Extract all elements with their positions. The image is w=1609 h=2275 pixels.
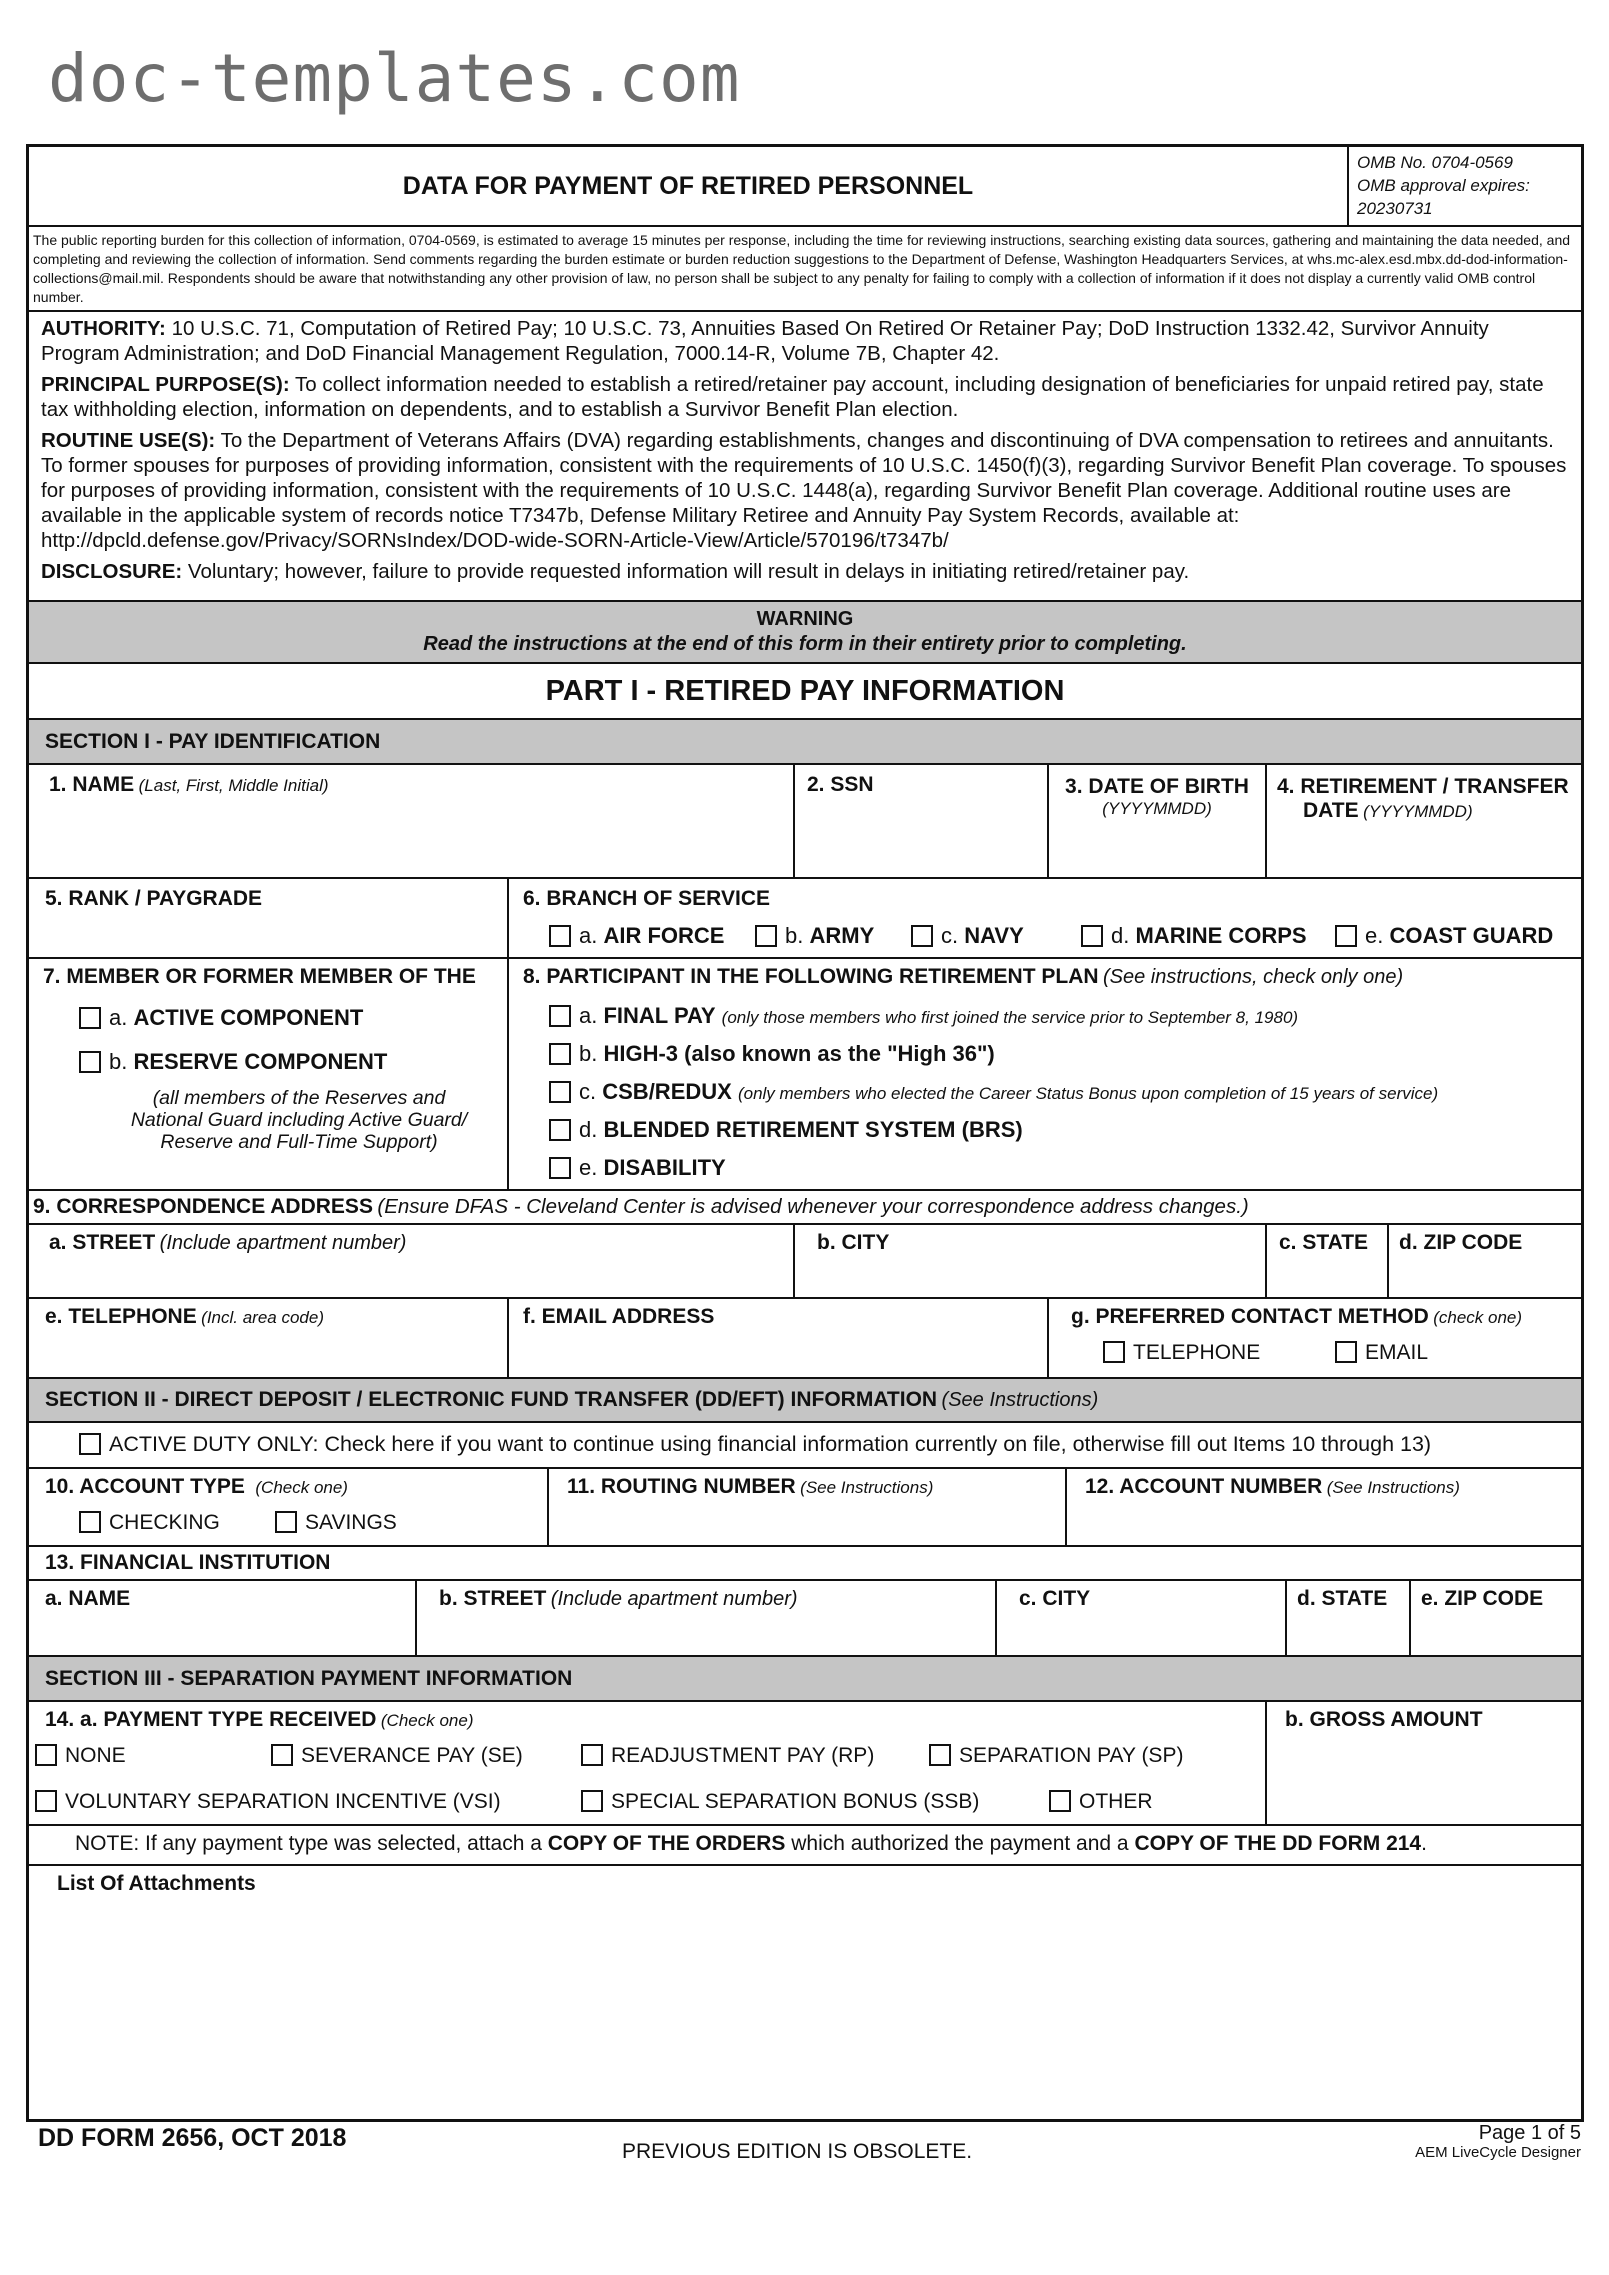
rank-field[interactable] [29,879,509,957]
section-1-title: SECTION I - PAY IDENTIFICATION [45,730,381,753]
form-page [26,144,1584,2122]
option-letter: e. [579,1155,598,1180]
retirement-date-hint: (YYYYMMDD) [1363,802,1473,821]
gross-amount-field[interactable] [1267,1702,1581,1824]
section-2-header [29,1379,1581,1423]
retirement-date-label-2: DATE [1303,799,1359,822]
account-number-field[interactable] [1067,1469,1581,1545]
reserve-component-option[interactable] [79,1049,387,1075]
branch-field [509,879,1581,957]
purpose-paragraph [29,372,1581,422]
form-header [29,147,1581,227]
street-hint: (Include apartment number) [159,1232,407,1254]
zip-field[interactable] [1389,1225,1581,1297]
army-checkbox[interactable] [755,925,777,947]
branch-letter: d. [1111,923,1130,948]
plan-name: BLENDED RETIREMENT SYSTEM (BRS) [603,1117,1023,1142]
checking-label: CHECKING [109,1511,220,1534]
section-2-title: SECTION II - DIRECT DEPOSIT / ELECTRONIC FUND TRANSFER (DD/EFT) INFORMATION [45,1388,938,1411]
payment-type-field [29,1702,1267,1824]
plan-note: (only those members who first joined the service prior to September 8, 1980) [721,1008,1299,1027]
burden-statement: The public reporting burden for this collection of information, 0704-0569, is estimated to average 15 minutes per response, including the time for reviewing instructions, searching existing data sources, gathering and maintaining the data needed, and completing and reviewing the collection of information. Send comments regarding the burden estimate or burden reduction suggestions to the Department of Defense, Washington Headquarters Services, at whs.mc-alex.esd.mbx.dd-dod-information-collections@mail.mil. Respondents should be aware that notwithstanding any other provision of law, no person shall be subject to any penalty for failing to comply with a collection of information if it does not display a currently valid OMB control number. [29,227,1581,312]
branch-option-marine-corps[interactable] [1081,923,1307,949]
option-letter: c. [579,1079,597,1104]
email-field[interactable] [509,1299,1049,1377]
branch-option-coast-guard[interactable] [1335,923,1553,949]
zip-label: d. ZIP CODE [1399,1231,1523,1254]
disability-checkbox[interactable] [549,1157,571,1179]
part-1-header [29,664,1581,720]
air-force-checkbox[interactable] [549,925,571,947]
account-type-label: 10. ACCOUNT TYPE [45,1475,245,1498]
institution-zip-label: e. ZIP CODE [1421,1587,1544,1610]
branch-letter: b. [785,923,804,948]
active-duty-label: ACTIVE DUTY ONLY: Check here if you want to continue using financial information currently on file, otherwise fill out Items 10 through 13) [109,1432,1432,1456]
plan-option-high-3[interactable] [549,1041,995,1067]
active-duty-option[interactable] [79,1432,1431,1457]
institution-street-label: b. STREET [439,1587,547,1610]
plan-option-final-pay[interactable] [549,1003,1298,1029]
account-type-field [29,1469,549,1545]
retirement-date-label: 4. RETIREMENT / TRANSFER [1277,775,1569,798]
section-3-header [29,1657,1581,1702]
note-dd214: COPY OF THE DD FORM 214 [1134,1832,1422,1855]
disclosure-text: Voluntary; however, failure to provide requested information will result in delays in initiating retired/retainer pay. [182,560,1190,583]
pay-vsi-label: VOLUNTARY SEPARATION INCENTIVE (VSI) [65,1790,501,1813]
form-id: DD FORM 2656, OCT 2018 [38,2124,347,2152]
option-letter: d. [579,1117,598,1142]
institution-name-label: a. NAME [45,1587,131,1610]
institution-name-field[interactable] [29,1581,417,1655]
omb-expires-date: 20230731 [1357,199,1433,218]
navy-checkbox[interactable] [911,925,933,947]
pay-separation-label: SEPARATION PAY (SP) [959,1744,1184,1767]
plan-name: DISABILITY [603,1155,726,1180]
plan-name: FINAL PAY [603,1003,716,1028]
plan-note: (only members who elected the Career Status Bonus upon completion of 15 years of service) [737,1084,1439,1103]
omb-number: OMB No. 0704-0569 [1357,153,1513,172]
watermark: doc-templates.com [48,40,741,117]
pay-ssb-option[interactable] [581,1790,979,1814]
telephone-field[interactable] [29,1299,509,1377]
savings-checkbox[interactable] [275,1511,297,1533]
contact-telephone-checkbox[interactable] [1103,1341,1125,1363]
contact-email-option[interactable] [1335,1341,1428,1365]
option-letter: a. [109,1005,128,1030]
branch-label: 6. BRANCH OF SERVICE [523,887,770,910]
correspondence-address-label: 9. CORRESPONDENCE ADDRESS [33,1195,373,1218]
reserve-component-note [89,1087,509,1153]
routing-number-hint: (See Instructions) [800,1478,934,1497]
branch-option-navy[interactable] [911,923,1024,949]
active-component-option[interactable] [79,1005,363,1031]
city-label: b. CITY [817,1231,890,1254]
retirement-date-field[interactable] [1267,765,1581,877]
option-letter: b. [579,1041,598,1066]
reserve-note-line: National Guard including Active Guard/ [130,1109,468,1131]
gross-amount-label: b. GROSS AMOUNT [1285,1708,1483,1731]
branch-name: COAST GUARD [1389,923,1554,948]
institution-state-field[interactable] [1287,1581,1411,1655]
pay-none-option[interactable] [35,1744,126,1768]
retirement-plan-hint: (See instructions, check only one) [1103,966,1404,988]
state-field[interactable] [1267,1225,1389,1297]
ssn-label: 2. SSN [807,773,874,796]
branch-name: ARMY [809,923,875,948]
authority-text: 10 U.S.C. 71, Computation of Retired Pay; 10 U.S.C. 73, Annuities Based On Retired Or Retainer Pay; DoD Instruction 1332.42, Survivor Annuity Program Administration; and DoD Financial Management Regulation, 7000.14-R, Volume 7B, Chapter 42. [41,317,1489,365]
pay-readjustment-label: READJUSTMENT PAY (RP) [611,1744,875,1767]
authority-paragraph [29,316,1581,366]
telephone-label: e. TELEPHONE [45,1305,197,1328]
section-2-hint: (See Instructions) [941,1389,1099,1411]
payment-type-hint: (Check one) [380,1711,474,1730]
plan-name: CSB/REDUX [602,1079,732,1104]
note-text: which authorized the payment and a [785,1832,1135,1855]
preferred-contact-hint: (check one) [1433,1308,1523,1327]
name-label: 1. NAME [49,773,135,796]
contact-row [29,1299,1581,1379]
warning-title: WARNING [756,608,854,630]
savings-option[interactable] [275,1511,397,1535]
brs-checkbox[interactable] [549,1119,571,1141]
purpose-text: To collect information needed to establish a retired/retainer pay account, including designation of beneficiaries for unpaid retired pay, state tax withholding election, information on dependents, and to establish a Survivor Benefit Plan election. [41,373,1544,421]
correspondence-address-header [29,1191,1581,1225]
final-pay-checkbox[interactable] [549,1005,571,1027]
routine-use-paragraph [29,428,1581,553]
disclosure-paragraph [29,559,1581,584]
name-field[interactable] [29,765,795,877]
pay-other-option[interactable] [1049,1790,1153,1814]
component-plan-row [29,959,1581,1191]
email-label: f. EMAIL ADDRESS [523,1305,715,1328]
institution-city-label: c. CITY [1019,1587,1091,1610]
routine-text: To the Department of Veterans Affairs (DVA) regarding establishments, changes and discontinuing of DVA compensation to retirees and annuitants. To former spouses for purposes of providing information, consistent with the requirements of 10 U.S.C. 1450(f)(3), regarding Survivor Benefit Plan coverage. To spouses for purposes of providing information, consistent with the requirements of 10 U.S.C. 1448(a), regarding Survivor Benefit Plan coverage. Additional routine uses are available in the applicable system of records notice T7347b, Defense Military Retiree and Annuity Pay System Records, available at: http://dpcld.defense.gov/Privacy/SORNsIndex/DOD-wide-SORN-Article-View/Article/570196/t7347b/ [41,429,1567,552]
street-field[interactable] [29,1225,795,1297]
payment-type-label: 14. a. PAYMENT TYPE RECEIVED [45,1708,377,1731]
branch-letter: c. [941,923,959,948]
disclosure-label: DISCLOSURE: [41,560,183,583]
routing-number-field[interactable] [549,1469,1067,1545]
warning-box [29,602,1581,664]
authority-label: AUTHORITY: [41,317,166,340]
savings-label: SAVINGS [305,1511,397,1534]
pay-other-label: OTHER [1079,1790,1153,1813]
warning-text: Read the instructions at the end of this form in their entirety prior to completing. [423,633,1187,655]
attachments-field[interactable] [29,1866,1581,2119]
reserve-note-line: (all members of the Reserves and [152,1087,446,1109]
branch-name: MARINE CORPS [1135,923,1307,948]
institution-state-label: d. STATE [1297,1587,1388,1610]
section-1-header [29,720,1581,765]
active-duty-checkbox[interactable] [79,1433,101,1455]
component-field [29,959,509,1189]
institution-city-field[interactable] [997,1581,1287,1655]
contact-telephone-label: TELEPHONE [1133,1341,1261,1364]
address-row [29,1225,1581,1299]
routing-number-label: 11. ROUTING NUMBER [567,1475,796,1498]
reserve-component-checkbox[interactable] [79,1051,101,1073]
account-type-hint: (Check one) [255,1478,348,1497]
preferred-contact-field [1049,1299,1581,1377]
institution-zip-field[interactable] [1411,1581,1581,1655]
high-3-checkbox[interactable] [549,1043,571,1065]
ssn-field[interactable] [795,765,1049,877]
account-number-hint: (See Instructions) [1326,1478,1460,1497]
privacy-act-statement [29,312,1581,602]
attachments-label: List Of Attachments [57,1872,256,1895]
note-orders: COPY OF THE ORDERS [547,1832,786,1855]
financial-institution-header [29,1547,1581,1581]
reserve-component-label: RESERVE COMPONENT [133,1049,388,1074]
routine-label: ROUTINE USE(S): [41,429,216,452]
street-label: a. STREET [49,1231,156,1254]
part-1-title: PART I - RETIRED PAY INFORMATION [545,674,1065,707]
pay-none-label: NONE [65,1744,126,1767]
correspondence-address-hint: (Ensure DFAS - Cleveland Center is advised whenever your correspondence address changes.) [377,1195,1249,1218]
page-number: Page 1 of 5 [1478,2122,1581,2144]
section-3-title: SECTION III - SEPARATION PAYMENT INFORMATION [45,1667,573,1690]
rank-branch-row [29,879,1581,959]
reserve-note-line: Reserve and Full-Time Support) [160,1131,438,1153]
designer-credit: AEM LiveCycle Designer [1415,2144,1581,2161]
institution-street-field[interactable] [417,1581,997,1655]
branch-option-army[interactable] [755,923,874,949]
active-duty-row [29,1423,1581,1469]
dob-hint: (YYYYMMDD) [1102,799,1212,818]
coast-guard-checkbox[interactable] [1335,925,1357,947]
checking-checkbox[interactable] [79,1511,101,1533]
institution-row [29,1581,1581,1657]
dob-label: 3. DATE OF BIRTH [1065,775,1249,798]
pay-severance-label: SEVERANCE PAY (SE) [301,1744,523,1767]
active-component-checkbox[interactable] [79,1007,101,1029]
option-letter: a. [579,1003,598,1028]
note-text: NOTE: If any payment type was selected, attach a [75,1832,548,1855]
obsolete-notice: PREVIOUS EDITION IS OBSOLETE. [622,2140,973,2163]
identification-row [29,765,1581,879]
pay-vsi-checkbox[interactable] [35,1790,57,1812]
pay-vsi-option[interactable] [35,1790,501,1814]
pay-none-checkbox[interactable] [35,1744,57,1766]
account-number-label: 12. ACCOUNT NUMBER [1085,1475,1323,1498]
pay-readjustment-option[interactable] [581,1744,874,1768]
institution-street-hint: (Include apartment number) [550,1588,798,1610]
plan-option-brs[interactable] [549,1117,1023,1143]
branch-name: AIR FORCE [603,923,725,948]
retirement-plan-field [509,959,1581,1189]
plan-name: HIGH-3 (also known as the "High 36") [603,1041,995,1066]
csb-redux-checkbox[interactable] [549,1081,571,1103]
checking-option[interactable] [79,1511,220,1535]
branch-option-air-force[interactable] [549,923,724,949]
contact-email-label: EMAIL [1365,1341,1429,1364]
pay-other-checkbox[interactable] [1049,1790,1071,1812]
contact-email-checkbox[interactable] [1335,1341,1357,1363]
note-text: . [1421,1832,1427,1855]
form-title: DATA FOR PAYMENT OF RETIRED PERSONNEL [402,171,974,200]
financial-institution-label: 13. FINANCIAL INSTITUTION [45,1551,331,1574]
preferred-contact-label: g. PREFERRED CONTACT METHOD [1071,1305,1429,1328]
payment-type-row [29,1702,1581,1826]
option-letter: b. [109,1049,128,1074]
retirement-plan-label: 8. PARTICIPANT IN THE FOLLOWING RETIREMENT PLAN [523,965,1099,988]
branch-name: NAVY [964,923,1024,948]
pay-ssb-checkbox[interactable] [581,1790,603,1812]
rank-label: 5. RANK / PAYGRADE [45,887,263,910]
marine-corps-checkbox[interactable] [1081,925,1103,947]
state-label: c. STATE [1279,1231,1369,1254]
omb-expires-label: OMB approval expires: [1357,176,1530,195]
plan-option-csb-redux[interactable] [549,1079,1438,1105]
pay-separation-option[interactable] [929,1744,1183,1768]
active-component-label: ACTIVE COMPONENT [133,1005,364,1030]
contact-telephone-option[interactable] [1103,1341,1260,1365]
branch-letter: a. [579,923,598,948]
pay-separation-checkbox[interactable] [929,1744,951,1766]
pay-readjustment-checkbox[interactable] [581,1744,603,1766]
attachment-note [29,1826,1581,1866]
name-hint: (Last, First, Middle Initial) [138,776,329,795]
component-label: 7. MEMBER OR FORMER MEMBER OF THE [43,965,476,988]
pay-severance-checkbox[interactable] [271,1744,293,1766]
pay-severance-option[interactable] [271,1744,523,1768]
account-row [29,1469,1581,1547]
dob-field[interactable] [1049,765,1267,877]
plan-option-disability[interactable] [549,1155,726,1181]
pay-ssb-label: SPECIAL SEPARATION BONUS (SSB) [611,1790,980,1813]
purpose-label: PRINCIPAL PURPOSE(S): [41,373,290,396]
telephone-hint: (Incl. area code) [201,1308,324,1327]
branch-letter: e. [1365,923,1384,948]
city-field[interactable] [795,1225,1267,1297]
